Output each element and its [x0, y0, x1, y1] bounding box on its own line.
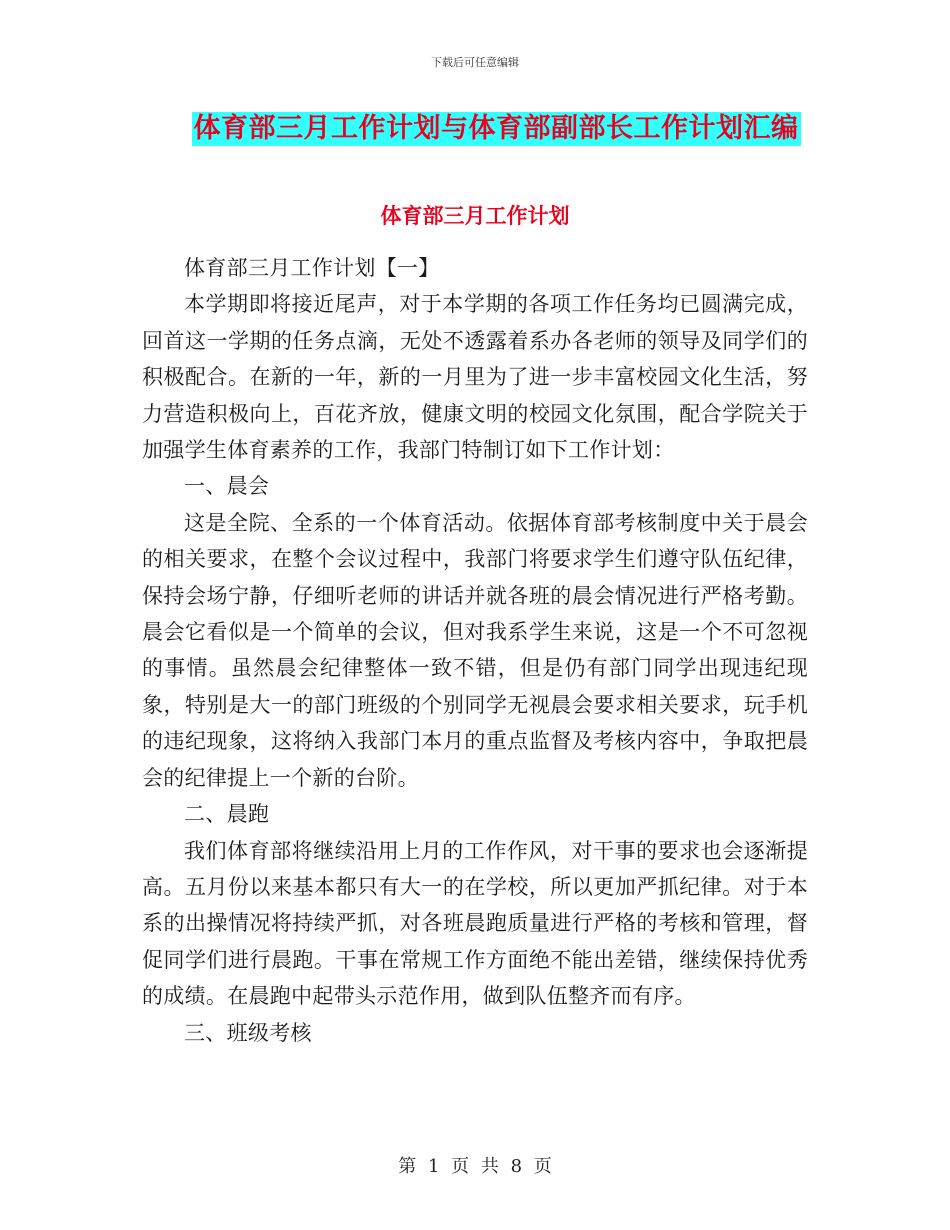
morning-meeting-paragraph: 这是全院、全系的一个体育活动。依据体育部考核制度中关于晨会的相关要求，在整个会议过程中，我部门将要求学生们遵守队伍纪律，保持会场宁静，仔细听老师的讲话并就各班的晨会情况进行严格考勤。晨会它看似是一个简单的会议，但对我系学生来说，这是一个不可忽视的事情。虽然晨会纪律整体一致不错，但是仍有部门同学出现违纪现象，特别是大一的部门班级的个别同学无视晨会要求相关要求，玩手机的违纪现象，这将纳入我部门本月的重点监督及考核内容中，争取把晨会的纪律提上一个新的台阶。 — [142, 510, 808, 790]
page-footer: 第 1 页 共 8 页 — [398, 1156, 552, 1177]
section-title: 体育部三月工作计划 — [380, 203, 570, 228]
main-title-wrap — [0, 112, 950, 146]
document-title: 体育部三月工作计划与体育部副部长工作计划汇编 — [193, 113, 799, 144]
heading-morning-run: 二、晨跑 — [184, 802, 270, 827]
heading-morning-meeting: 一、晨会 — [184, 474, 270, 499]
header-note: 下载后可任意编辑 — [431, 56, 519, 69]
subtitle-paragraph: 体育部三月工作计划【一】 — [184, 256, 440, 280]
heading-class-assessment: 三、班级考核 — [184, 1020, 312, 1045]
morning-run-paragraph: 我们体育部将继续沿用上月的工作作风，对干事的要求也会逐渐提高。五月份以来基本都只有大一的在学校，所以更加严抓纪律。对于本系的出操情况将持续严抓，对各班晨跑质量进行严格的考核和管理，督促同学们进行晨跑。干事在常规工作方面绝不能出差错，继续保持优秀的成绩。在晨跑中起带头示范作用，做到队伍整齐而有序。 — [142, 838, 808, 1009]
intro-paragraph: 本学期即将接近尾声，对于本学期的各项工作任务均已圆满完成，回首这一学期的任务点滴，无处不透露着系办各老师的领导及同学们的积极配合。在新的一年，新的一月里为了进一步丰富校园文化生活，努力营造积极向上，百花齐放，健康文明的校园文化氛围，配合学院关于加强学生体育素养的工作，我部门特制订如下工作计划： — [142, 292, 808, 463]
document-body — [142, 250, 808, 1051]
